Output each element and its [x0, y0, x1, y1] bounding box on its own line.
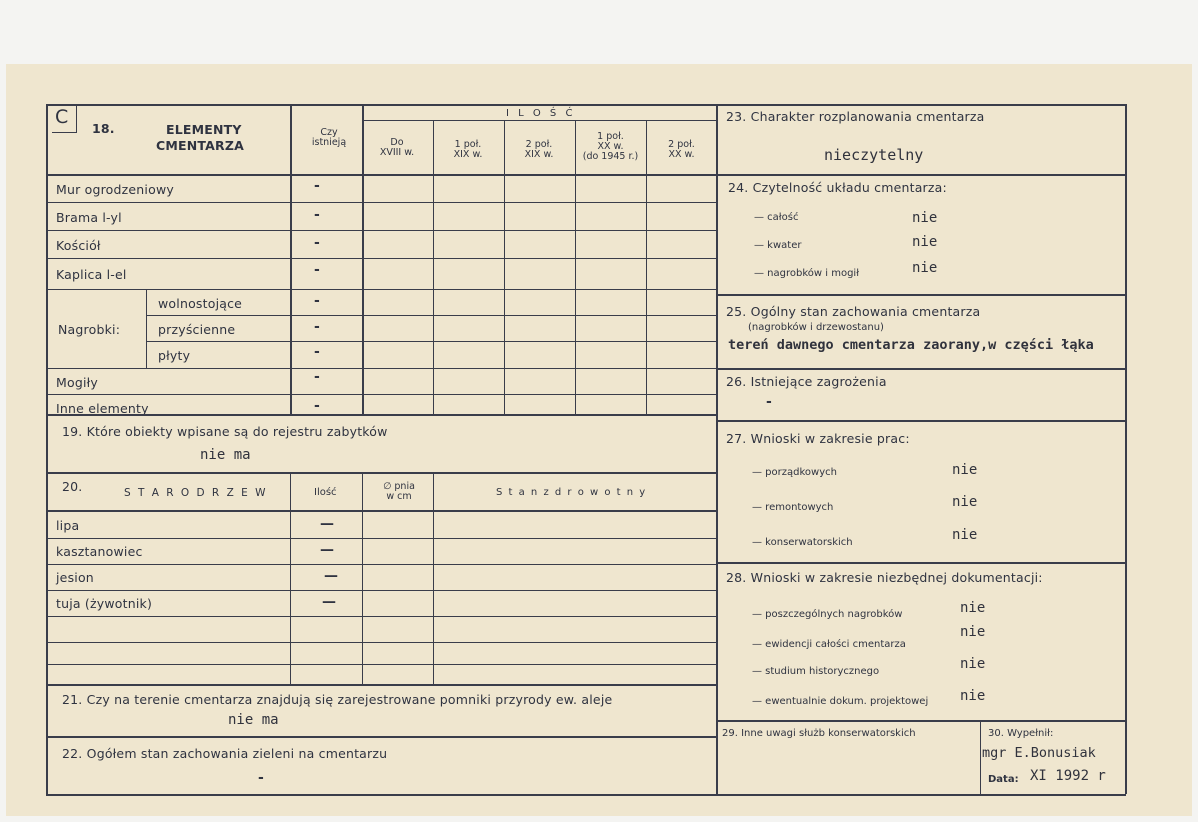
row-line: [46, 202, 716, 203]
s27-item-label: — porządkowych: [752, 467, 837, 478]
row-line: [46, 642, 716, 643]
quantity-sub-line: [362, 120, 716, 121]
right-border: [1125, 104, 1127, 794]
s19-answer: nie ma: [200, 447, 251, 463]
s21-label: 21. Czy na terenie cmentarza znajdują się zarejestrowane pomniki przyrody ew. aleje: [62, 692, 613, 707]
s20-col-qty: Ilość: [314, 487, 337, 498]
element-exists: -: [314, 262, 320, 278]
s27-item-answer: nie: [952, 527, 978, 543]
element-name: Kościół: [56, 238, 101, 253]
element-exists: -: [314, 369, 320, 385]
qty-col-line-2: [504, 120, 505, 414]
period-1-l1: 1 poł.: [454, 139, 482, 150]
period-4-l2: XX w.: [668, 149, 695, 160]
element-exists: -: [314, 398, 320, 414]
tree-name: lipa: [56, 518, 80, 533]
s26-answer: -: [766, 394, 772, 410]
period-col-2: [504, 140, 574, 160]
period-col-0: [362, 138, 432, 158]
tree-name: jesion: [56, 570, 94, 585]
s28-item-answer: nie: [960, 656, 986, 672]
s20-col-line-2: [362, 472, 363, 684]
s30-name: mgr E.Bonusiak: [982, 745, 1096, 761]
s28-item-answer: nie: [960, 600, 986, 616]
s30-label: 30. Wypełnił:: [988, 728, 1054, 739]
qty-col-line-1: [433, 120, 434, 414]
s24-top-line: [716, 174, 1125, 176]
s24-item-label: — całość: [754, 212, 799, 223]
s27-item-answer: nie: [952, 462, 978, 478]
s29-top-line: [716, 720, 1125, 722]
s25-top-line: [716, 294, 1125, 296]
element-name: Kaplica l-el: [56, 267, 127, 282]
s20-header-line: [46, 510, 716, 512]
s21-top-line: [46, 684, 716, 686]
period-2-l1: 2 poł.: [525, 139, 553, 150]
s20-col-trunk-l2: w cm: [386, 491, 412, 502]
record-card: [6, 64, 1192, 816]
s30-divider: [980, 720, 981, 794]
element-exists: -: [314, 293, 320, 309]
period-col-4: [647, 140, 716, 160]
s20-col-health: S t a n z d r o w o t n y: [496, 487, 647, 498]
period-3-l1: 1 poł.: [597, 131, 624, 142]
s22-label: 22. Ogółem stan zachowania zieleni na cmentarzu: [62, 746, 388, 761]
top-border: [46, 104, 1126, 106]
s28-top-line: [716, 562, 1125, 564]
row-line: [46, 230, 716, 231]
s25-label: 25. Ogólny stan zachowania cmentarza: [726, 304, 981, 319]
row-line: [146, 341, 716, 342]
s28-item-label: — poszczególnych nagrobków: [752, 609, 903, 620]
element-name: Brama l-yl: [56, 210, 122, 225]
s28-item-label: — ewidencji całości cmentarza: [752, 639, 906, 650]
element-name: Inne elementy: [56, 401, 149, 416]
s28-label: 28. Wnioski w zakresie niezbędnej dokumentacji:: [726, 570, 1043, 585]
s26-label: 26. Istniejące zagrożenia: [726, 374, 887, 389]
s30-date-label: Data:: [988, 774, 1019, 785]
elements-header-line: [46, 174, 716, 176]
s22-answer: -: [258, 770, 264, 786]
row-line: [46, 590, 716, 591]
period-col-3: [575, 132, 646, 162]
s19-top-line: [46, 414, 716, 416]
tree-qty: —: [320, 516, 334, 532]
quantity-title: I L O Ś Ć: [506, 108, 576, 119]
tree-qty: —: [322, 594, 336, 610]
s24-item-label: — nagrobków i mogił: [754, 268, 860, 279]
s25-answer: tereń dawnego cmentarza zaorany,w części łąka: [728, 337, 1094, 353]
s27-top-line: [716, 420, 1125, 422]
s20-col-line-1: [290, 472, 291, 684]
element-exists: -: [314, 178, 320, 194]
tombstones-sub-line: [146, 289, 147, 368]
s26-top-line: [716, 368, 1125, 370]
tree-name: tuja (żywotnik): [56, 596, 153, 611]
period-3-l3: (do 1945 r.): [582, 151, 639, 162]
tree-qty: —: [324, 568, 338, 584]
element-name: przyścienne: [158, 322, 236, 337]
s21-answer: nie ma: [228, 712, 279, 728]
s24-item-answer: nie: [912, 234, 938, 250]
element-name: wolnostojące: [158, 296, 243, 311]
section-18-number: 18.: [92, 121, 115, 136]
tree-name: kasztanowiec: [56, 544, 143, 559]
s19-label: 19. Które obiekty wpisane są do rejestru zabytków: [62, 424, 388, 439]
element-exists: -: [314, 344, 320, 360]
s25-sub: (nagrobków i drzewostanu): [748, 322, 884, 333]
element-exists: -: [314, 319, 320, 335]
s28-item-answer: nie: [960, 624, 986, 640]
element-exists: -: [314, 235, 320, 251]
s28-item-label: — studium historycznego: [752, 666, 880, 677]
bottom-border: [46, 794, 1126, 796]
period-4-l1: 2 poł.: [668, 139, 695, 150]
row-line: [46, 394, 716, 395]
s20-top-line: [46, 472, 716, 474]
s27-item-label: — konserwatorskich: [752, 537, 853, 548]
period-col-1: [433, 140, 503, 160]
row-line: [46, 664, 716, 665]
element-name: Mogiły: [56, 375, 98, 390]
s29-label: 29. Inne uwagi służb konserwatorskich: [722, 728, 916, 739]
period-3-l2: XX w.: [597, 141, 624, 152]
s27-item-answer: nie: [952, 494, 978, 510]
s20-col-trunk-l1: ∅ pnia: [383, 481, 415, 492]
left-border: [46, 104, 48, 794]
period-0-l2: XVIII w.: [379, 147, 415, 158]
row-line: [46, 368, 716, 369]
element-name: Mur ogrodzeniowy: [56, 182, 174, 197]
s22-top-line: [46, 736, 716, 738]
s27-label: 27. Wnioski w zakresie prac:: [726, 431, 910, 446]
exists-col-header: [296, 128, 362, 148]
s20-number: 20.: [62, 479, 83, 494]
element-exists: -: [314, 207, 320, 223]
tombstones-label: Nagrobki:: [58, 322, 121, 337]
row-line: [46, 258, 716, 259]
s25-answer-clip: [728, 334, 1198, 358]
s24-item-label: — kwater: [754, 240, 802, 251]
s20-col-line-3: [433, 472, 434, 684]
row-line: [146, 315, 716, 316]
exists-col-line2: istnieją: [311, 137, 347, 148]
element-name: płyty: [158, 348, 191, 363]
period-2-l2: XIX w.: [524, 149, 554, 160]
center-divider: [716, 104, 718, 794]
period-1-l2: XIX w.: [453, 149, 483, 160]
row-line: [46, 564, 716, 565]
qty-col-line-3: [575, 120, 576, 414]
s24-item-answer: nie: [912, 210, 938, 226]
box-letter: C: [55, 106, 69, 128]
row-line: [46, 616, 716, 617]
s20-title: S T A R O D R Z E W: [124, 487, 268, 499]
s28-item-answer: nie: [960, 688, 986, 704]
s20-col-trunk: [364, 482, 434, 502]
row-line: [46, 538, 716, 539]
period-0-l1: Do: [390, 137, 404, 148]
tree-qty: —: [320, 542, 334, 558]
exists-col-line1: Czy: [320, 127, 338, 138]
section-18-title-1: ELEMENTY: [166, 122, 242, 137]
qty-col-line-4: [646, 120, 647, 414]
section-18-title-2: CMENTARZA: [156, 138, 245, 153]
s24-item-answer: nie: [912, 260, 938, 276]
s24-label: 24. Czytelność układu cmentarza:: [728, 180, 947, 195]
s23-label: 23. Charakter rozplanowania cmentarza: [726, 109, 985, 124]
s30-date: XI 1992 r: [1030, 768, 1106, 784]
s23-answer: nieczytelny: [824, 146, 924, 164]
s28-item-label: — ewentualnie dokum. projektowej: [752, 696, 929, 707]
s27-item-label: — remontowych: [752, 502, 834, 513]
